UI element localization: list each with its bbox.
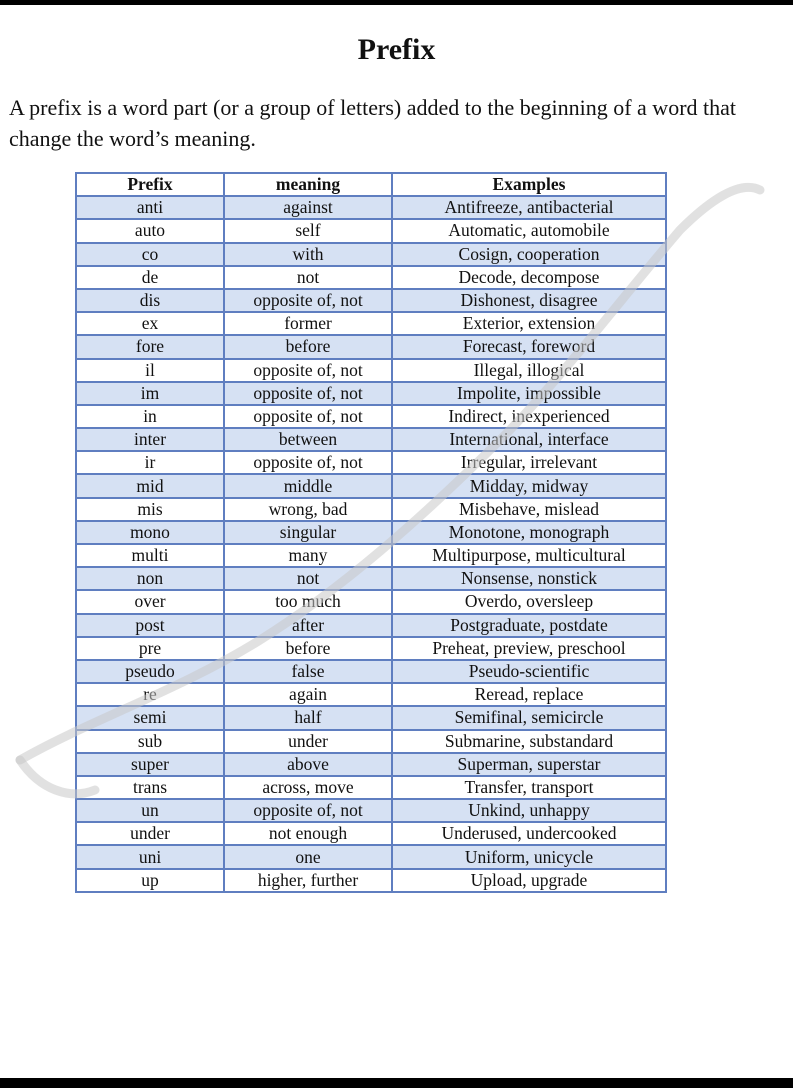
cell-prefix: up	[76, 869, 224, 892]
cell-prefix: de	[76, 266, 224, 289]
table-row	[76, 544, 666, 567]
table-row	[76, 359, 666, 382]
cell-meaning: opposite of, not	[224, 799, 392, 822]
cell-examples: Upload, upgrade	[392, 869, 666, 892]
table-row	[76, 312, 666, 335]
cell-examples: Preheat, preview, preschool	[392, 637, 666, 660]
cell-examples: Underused, undercooked	[392, 822, 666, 845]
cell-examples: Multipurpose, multicultural	[392, 544, 666, 567]
cell-prefix: auto	[76, 219, 224, 242]
cell-meaning: before	[224, 335, 392, 358]
cell-examples: Superman, superstar	[392, 753, 666, 776]
cell-meaning: between	[224, 428, 392, 451]
cell-meaning: opposite of, not	[224, 359, 392, 382]
cell-meaning: middle	[224, 474, 392, 497]
cell-meaning: one	[224, 845, 392, 868]
cell-meaning: not	[224, 567, 392, 590]
table-row	[76, 498, 666, 521]
table-row	[76, 799, 666, 822]
cell-meaning: many	[224, 544, 392, 567]
cell-examples: Monotone, monograph	[392, 521, 666, 544]
table-row	[76, 614, 666, 637]
cell-examples: Exterior, extension	[392, 312, 666, 335]
cell-meaning: opposite of, not	[224, 451, 392, 474]
cell-prefix: anti	[76, 196, 224, 219]
cell-prefix: in	[76, 405, 224, 428]
cell-meaning: not enough	[224, 822, 392, 845]
cell-meaning: false	[224, 660, 392, 683]
cell-meaning: opposite of, not	[224, 405, 392, 428]
cell-examples: Cosign, cooperation	[392, 243, 666, 266]
intro-paragraph: A prefix is a word part (or a group of letters) added to the beginning of a word that change the word’s meaning.	[9, 95, 737, 151]
cell-prefix: co	[76, 243, 224, 266]
cell-prefix: il	[76, 359, 224, 382]
cell-meaning: above	[224, 753, 392, 776]
cell-meaning: before	[224, 637, 392, 660]
cell-examples: Overdo, oversleep	[392, 590, 666, 613]
table-row	[76, 660, 666, 683]
page-title: Prefix	[357, 33, 436, 66]
cell-prefix: post	[76, 614, 224, 637]
cell-prefix: uni	[76, 845, 224, 868]
table-row	[76, 196, 666, 219]
table-row	[76, 822, 666, 845]
table-header-row	[76, 173, 666, 196]
cell-prefix: pseudo	[76, 660, 224, 683]
table-row	[76, 335, 666, 358]
cell-prefix: trans	[76, 776, 224, 799]
cell-examples: Semifinal, semicircle	[392, 706, 666, 729]
cell-meaning: with	[224, 243, 392, 266]
top-border-bar	[0, 0, 793, 5]
table-row	[76, 521, 666, 544]
cell-meaning: too much	[224, 590, 392, 613]
cell-prefix: ir	[76, 451, 224, 474]
header-prefix: Prefix	[76, 173, 224, 196]
table-row	[76, 730, 666, 753]
cell-meaning: after	[224, 614, 392, 637]
cell-prefix: mono	[76, 521, 224, 544]
cell-examples: Nonsense, nonstick	[392, 567, 666, 590]
table-row	[76, 405, 666, 428]
cell-meaning: wrong, bad	[224, 498, 392, 521]
cell-prefix: fore	[76, 335, 224, 358]
cell-examples: Impolite, impossible	[392, 382, 666, 405]
table-row	[76, 451, 666, 474]
cell-examples: Uniform, unicycle	[392, 845, 666, 868]
table-row	[76, 382, 666, 405]
cell-prefix: sub	[76, 730, 224, 753]
cell-meaning: across, move	[224, 776, 392, 799]
cell-prefix: mid	[76, 474, 224, 497]
table-row	[76, 683, 666, 706]
table-row	[76, 776, 666, 799]
cell-examples: Dishonest, disagree	[392, 289, 666, 312]
header-examples: Examples	[392, 173, 666, 196]
cell-examples: Midday, midway	[392, 474, 666, 497]
cell-prefix: multi	[76, 544, 224, 567]
cell-meaning: not	[224, 266, 392, 289]
table-row	[76, 869, 666, 892]
cell-prefix: semi	[76, 706, 224, 729]
cell-examples: Pseudo-scientific	[392, 660, 666, 683]
cell-examples: Indirect, inexperienced	[392, 405, 666, 428]
cell-examples: Automatic, automobile	[392, 219, 666, 242]
table-row	[76, 219, 666, 242]
cell-prefix: mis	[76, 498, 224, 521]
cell-examples: Antifreeze, antibacterial	[392, 196, 666, 219]
cell-examples: Misbehave, mislead	[392, 498, 666, 521]
cell-examples: International, interface	[392, 428, 666, 451]
header-meaning: meaning	[224, 173, 392, 196]
table-row	[76, 590, 666, 613]
prefix-table	[75, 172, 667, 893]
cell-prefix: re	[76, 683, 224, 706]
table-row	[76, 428, 666, 451]
cell-prefix: under	[76, 822, 224, 845]
table-body	[76, 196, 666, 892]
cell-meaning: half	[224, 706, 392, 729]
cell-prefix: super	[76, 753, 224, 776]
bottom-border-bar	[0, 1078, 793, 1088]
cell-examples: Irregular, irrelevant	[392, 451, 666, 474]
table-row	[76, 845, 666, 868]
cell-meaning: opposite of, not	[224, 289, 392, 312]
table-row	[76, 706, 666, 729]
cell-examples: Submarine, substandard	[392, 730, 666, 753]
cell-examples: Postgraduate, postdate	[392, 614, 666, 637]
cell-meaning: singular	[224, 521, 392, 544]
cell-prefix: non	[76, 567, 224, 590]
cell-examples: Forecast, foreword	[392, 335, 666, 358]
table-row	[76, 637, 666, 660]
cell-examples: Reread, replace	[392, 683, 666, 706]
cell-meaning: again	[224, 683, 392, 706]
cell-examples: Transfer, transport	[392, 776, 666, 799]
cell-meaning: opposite of, not	[224, 382, 392, 405]
cell-meaning: against	[224, 196, 392, 219]
cell-prefix: inter	[76, 428, 224, 451]
cell-prefix: im	[76, 382, 224, 405]
cell-examples: Decode, decompose	[392, 266, 666, 289]
table-row	[76, 289, 666, 312]
cell-meaning: higher, further	[224, 869, 392, 892]
cell-prefix: over	[76, 590, 224, 613]
cell-prefix: dis	[76, 289, 224, 312]
cell-prefix: un	[76, 799, 224, 822]
table-row	[76, 567, 666, 590]
table-row	[76, 753, 666, 776]
cell-prefix: ex	[76, 312, 224, 335]
cell-examples: Illegal, illogical	[392, 359, 666, 382]
table-row	[76, 474, 666, 497]
cell-meaning: under	[224, 730, 392, 753]
cell-examples: Unkind, unhappy	[392, 799, 666, 822]
table-row	[76, 243, 666, 266]
cell-meaning: former	[224, 312, 392, 335]
cell-prefix: pre	[76, 637, 224, 660]
table-row	[76, 266, 666, 289]
cell-meaning: self	[224, 219, 392, 242]
